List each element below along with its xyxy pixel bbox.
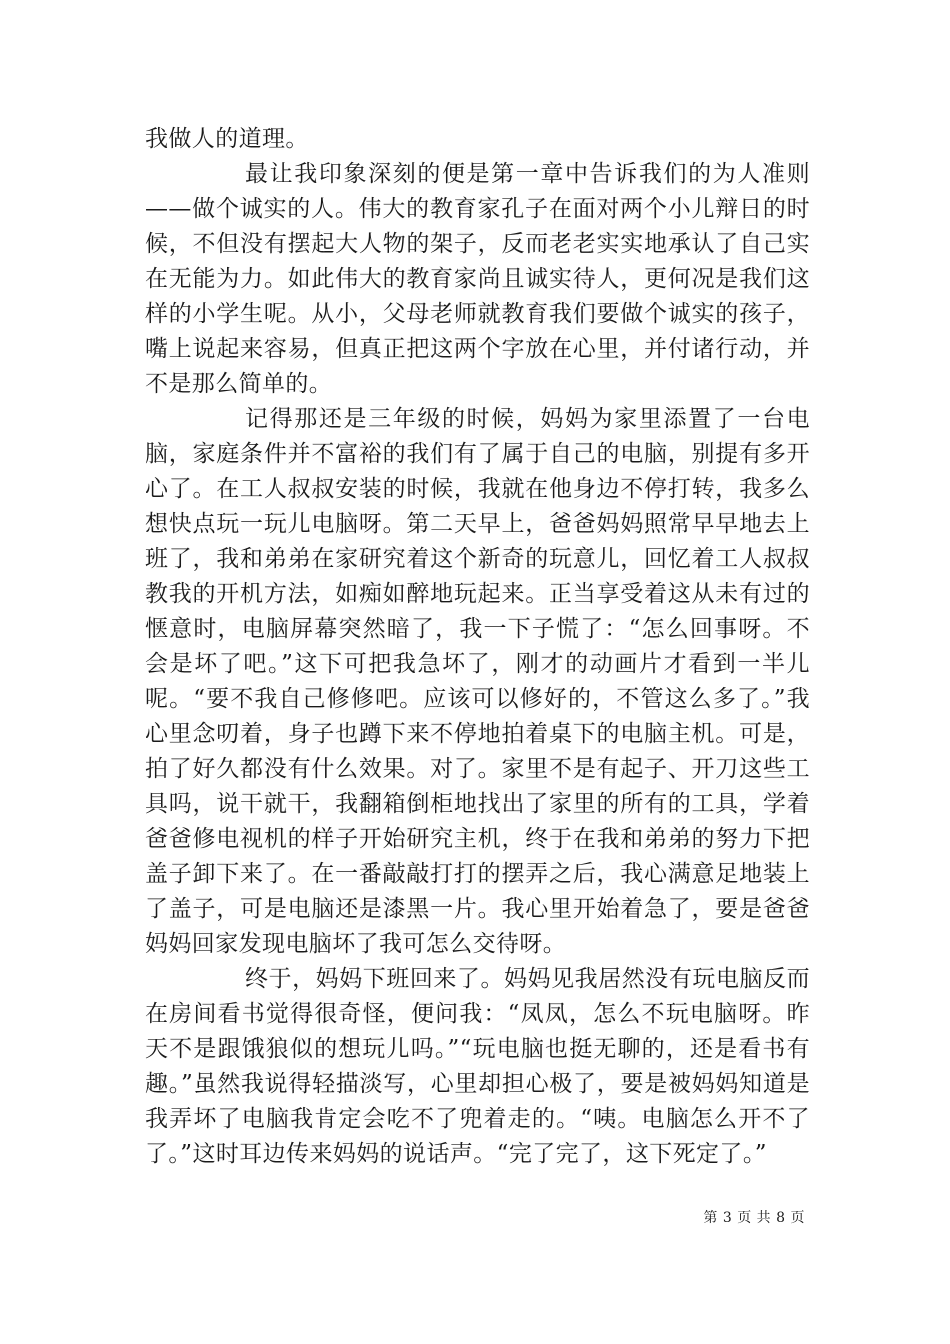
body-text [145,122,810,1172]
paragraph-2: 最让我印象深刻的便是第一章中告诉我们的为人准则——做个诚实的人。伟大的教育家孔子在面对两个小儿辩日的时候，不但没有摆起大人物的架子，反而老老实实地承认了自己实在无能为力。如此伟大的教育家尚且诚实待人，更何况是我们这样的小学生呢。从小，父母老师就教育我们要做个诚实的孩子，嘴上说起来容易，但真正把这两个字放在心里，并付诸行动，并不是那么简单的。 [145,161,810,397]
page-number-footer: 第 3 页 共 8 页 [703,1210,805,1226]
paragraph-4: 终于，妈妈下班回来了。妈妈见我居然没有玩电脑反而在房间看书觉得很奇怪，便问我：“凤凤，怎么不玩电脑呀。昨天不是跟饿狼似的想玩儿吗。”“玩电脑也挺无聊的，还是看书有趣。”虽然我说得轻描淡写，心里却担心极了，要是被妈妈知道是我弄坏了电脑我肯定会吃不了兜着走的。“咦。电脑怎么开不了了。”这时耳边传来妈妈的说话声。“完了完了，这下死定了。” [145,966,810,1167]
paragraph-1: 我做人的道理。 [145,126,309,152]
paragraph-3: 记得那还是三年级的时候，妈妈为家里添置了一台电脑，家庭条件并不富裕的我们有了属于自己的电脑，别提有多开心了。在工人叔叔安装的时候，我就在他身边不停打转，我多么想快点玩一玩儿电脑呀。第二天早上，爸爸妈妈照常早早地去上班了，我和弟弟在家研究着这个新奇的玩意儿，回忆着工人叔叔教我的开机方法，如痴如醉地玩起来。正当享受着这从未有过的惬意时，电脑屏幕突然暗了，我一下子慌了：“怎么回事呀。不会是坏了吧。”这下可把我急坏了，刚才的动画片才看到一半儿呢。“要不我自己修修吧。应该可以修好的，不管这么多了。”我心里念叨着，身子也蹲下来不停地拍着桌下的电脑主机。可是，拍了好久都没有什么效果。对了。家里不是有起子、开刀这些工具吗，说干就干，我翻箱倒柜地找出了家里的所有的工具，学着爸爸修电视机的样子开始研究主机，终于在我和弟弟的努力下把盖子卸下来了。在一番敲敲打打的摆弄之后，我心满意足地装上了盖子，可是电脑还是漆黑一片。我心里开始着急了，要是爸爸妈妈回家发现电脑坏了我可怎么交待呀。 [145,406,810,957]
